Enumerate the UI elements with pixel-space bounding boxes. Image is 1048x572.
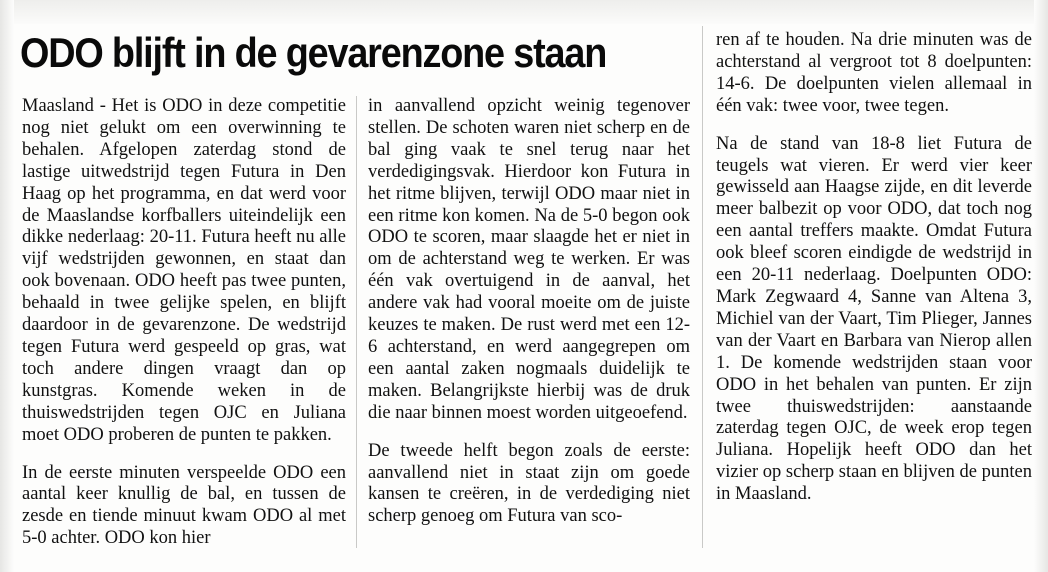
paragraph: ren af te houden. Na drie minuten was de achterstand al vergroot tot 8 doelpunten: 14-6. De doelpunten vielen allemaal in één vak: twee voor, twee tegen. [716, 30, 1032, 116]
scan-bleed-top [0, 0, 1048, 24]
paragraph: De tweede helft begon zoals de eerste: aanvallend niet in staat zijn om goede kansen te creëren, in de verdediging niet scherp genoeg om Futura van sco- [368, 440, 690, 527]
article-column-2 [368, 96, 690, 528]
paragraph: in aanvallend opzicht weinig tegenover stellen. De schoten waren niet scherp en de bal ging vaak te snel terug naar het verdedigingsvak. Hierdoor kon Futura in het ritme blijven, terwijl ODO maar niet in een ritme kon komen. Na de 5-0 begon ook ODO te scoren, maar slaagde het er niet in om de achterstand weg te werken. Er was één vak overtuigend in de aanval, het andere vak had vooral moeite om de juiste keuzes te maken. De rust werd met een 12-6 achterstand, en werd aangegrepen om een aantal zaken nogmaals duidelijk te maken. Belangrijkste hierbij was de druk die naar binnen moest worden uitgeoefend. [368, 96, 690, 423]
paragraph: Maasland - Het is ODO in deze competitie nog niet gelukt om een overwinning te behalen. Afgelopen zaterdag stond de lastige uitwedstrijd tegen Futura in Den Haag op het programma, en dat werd voor de Maaslandse korfballers uiteindelijk een dikke nederlaag: 20-11. Futura heeft nu alle vijf wedstrijden gewonnen, en staat dan ook bovenaan. ODO heeft pas twee punten, behaald in twee gelijke spelen, en blijft daardoor in de gevarenzone. De wedstrijd tegen Futura werd gespeeld op gras, wat toch andere dingen vraagt dan op kunstgras. Komende weken in de thuiswedstrijden tegen OJC en Juliana moet ODO proberen de punten te pakken. [22, 96, 346, 445]
scan-bleed-right [1034, 0, 1048, 572]
paragraph: Na de stand van 18-8 liet Futura de teugels wat vieren. Er werd vier keer gewisseld aan Haagse zijde, en dit leverde meer balbezit op voor ODO, dat toch nog een aantal treffers maakte. Omdat Futura ook bleef scoren eindigde de wedstrijd in een 20-11 nederlaag. Doelpunten ODO: Mark Zegwaard 4, Sanne van Altena 3, Michiel van der Vaart, Tim Plieger, Jannes van der Vaart en Barbara van Nierop allen 1. De komende wedstrijden staan voor ODO in het behalen van punten. Er zijn twee thuiswedstrijden: aanstaande zaterdag tegen OJC, de week erop tegen Juliana. Hopelijk heeft ODO dan het vizier op scherp staan en blijven de punten in Maasland. [716, 133, 1032, 505]
column-divider [356, 96, 357, 548]
scan-bleed-left [0, 0, 14, 572]
article-column-1 [22, 96, 346, 550]
column-divider [702, 26, 703, 548]
paragraph: In de eerste minuten verspeelde ODO een aantal keer knullig de bal, en tussen de zesde en tiende minuut kwam ODO al met 5-0 achter. ODO kon hier [22, 462, 346, 549]
article-column-3 [716, 30, 1032, 506]
article-headline: ODO blijft in de gevarenzone staan [20, 29, 607, 76]
